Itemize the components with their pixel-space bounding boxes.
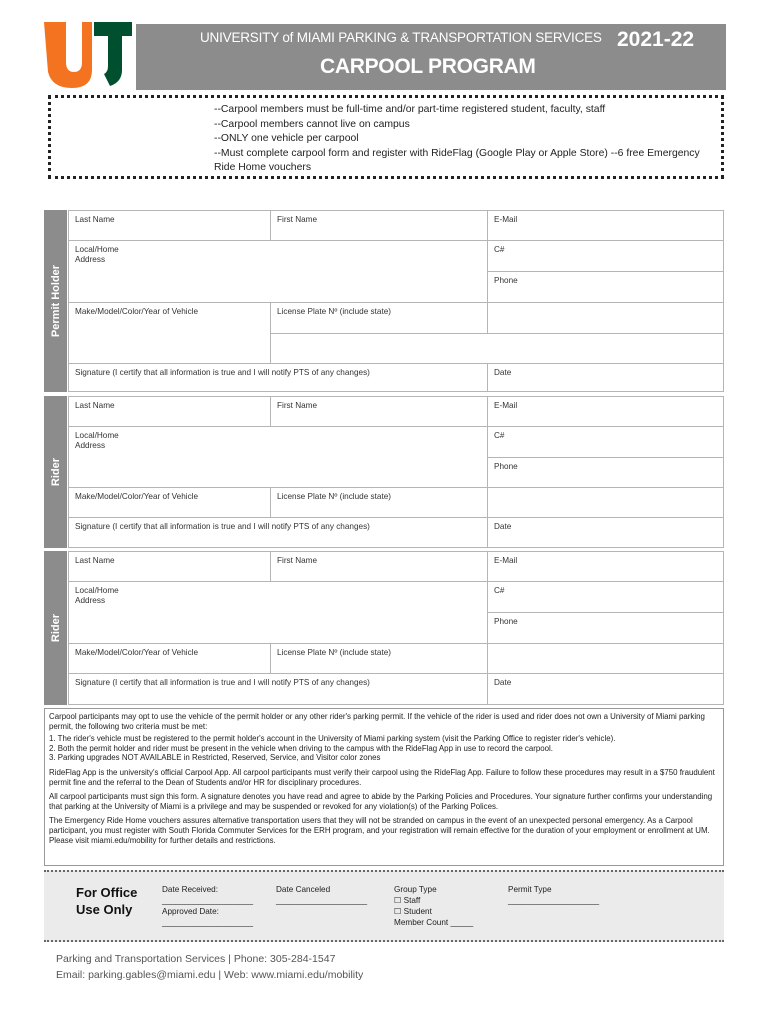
- last-name-field[interactable]: Last Name: [68, 551, 271, 582]
- date-field[interactable]: Date: [487, 517, 724, 548]
- extra-field[interactable]: [487, 302, 724, 334]
- section-label: Rider: [44, 396, 67, 548]
- date-received-field[interactable]: ____________________: [162, 896, 254, 905]
- staff-checkbox[interactable]: ☐ Staff: [394, 896, 421, 905]
- phone-field[interactable]: Phone: [487, 457, 724, 488]
- student-checkbox[interactable]: ☐ Student: [394, 907, 432, 916]
- last-name-field[interactable]: Last Name: [68, 210, 271, 241]
- first-name-field[interactable]: First Name: [270, 210, 488, 241]
- section-label: Permit Holder: [44, 210, 67, 392]
- license-plate-field[interactable]: License Plate Nº (include state): [270, 643, 488, 674]
- footer-email-web: Email: parking.gables@miami.edu | Web: www.miami.edu/mobility: [56, 969, 364, 981]
- date-received-label: Date Received: ____________________ Approved Date: ____________________: [162, 885, 254, 927]
- requirement-item: --ONLY one vehicle per carpool: [214, 133, 359, 145]
- permit-holder-section: [44, 210, 724, 392]
- contact-footer: [56, 951, 363, 983]
- permit-type-label: Permit Type ____________________: [508, 885, 600, 905]
- license-plate-field[interactable]: License Plate Nº (include state): [270, 487, 488, 518]
- footer-phone: Parking and Transportation Services | Phone: 305-284-1547: [56, 953, 336, 965]
- org-name: UNIVERSITY of MIAMI PARKING & TRANSPORTATION SERVICES: [200, 30, 602, 45]
- phone-field[interactable]: Phone: [487, 271, 724, 303]
- date-canceled-field[interactable]: ____________________: [276, 896, 368, 905]
- permit-type-field[interactable]: ____________________: [508, 896, 600, 905]
- signature-field[interactable]: Signature (I certify that all information is true and I will notify PTS of any changes): [68, 673, 488, 705]
- requirement-item: --Carpool members must be full-time and/or part-time registered student, faculty, staff: [214, 104, 606, 115]
- vehicle-field[interactable]: Make/Model/Color/Year of Vehicle: [68, 643, 271, 674]
- requirement-item: --Carpool members cannot live on campus: [214, 118, 410, 130]
- member-count-field[interactable]: Member Count _____: [394, 918, 474, 927]
- approved-date-field[interactable]: ____________________: [162, 918, 254, 927]
- plate-extra-field[interactable]: [270, 333, 724, 364]
- rideflag-paragraph: RideFlag App is the university's official Carpool App. All carpool participants must verify their carpool using the RideFlag App. Failure to follow these procedures may result in a $750 fraudulent permit fine and the referral to the Dean of Students and/or HR for disciplinary procedures.: [49, 767, 715, 787]
- checkbox-icon: ☐: [394, 896, 402, 905]
- address-field[interactable]: Local/Home Address: [68, 426, 488, 488]
- last-name-field[interactable]: Last Name: [68, 396, 271, 427]
- program-year: 2021-22: [617, 28, 695, 51]
- requirements-list: [214, 103, 704, 176]
- address-field[interactable]: Local/Home Address: [68, 240, 488, 303]
- phone-field[interactable]: Phone: [487, 612, 724, 644]
- rider-section-2: [44, 551, 724, 705]
- group-type-label: Group Type ☐ Staff ☐ Student Member Count _____: [394, 885, 474, 927]
- license-plate-field[interactable]: License Plate Nº (include state): [270, 302, 488, 334]
- signature-field[interactable]: Signature (I certify that all information is true and I will notify PTS of any changes): [68, 363, 488, 392]
- date-field[interactable]: Date: [487, 673, 724, 705]
- office-use-title: For Office Use Only: [76, 885, 138, 917]
- email-field[interactable]: E-Mail: [487, 551, 724, 582]
- date-field[interactable]: Date: [487, 363, 724, 392]
- email-field[interactable]: E-Mail: [487, 210, 724, 241]
- section-label: Rider: [44, 551, 67, 705]
- checkbox-icon: ☐: [394, 907, 402, 916]
- criteria-item: 2. Both the permit holder and rider must be present in the vehicle when driving to the campus with the RideFlag App in use to record the carpool.: [49, 743, 553, 753]
- signature-field[interactable]: Signature (I certify that all information is true and I will notify PTS of any changes): [68, 517, 488, 548]
- email-field[interactable]: E-Mail: [487, 396, 724, 427]
- criteria-item: 1. The rider's vehicle must be registered to the permit holder's account in the University of Miami parking system (visit the Parking Office to register rider's vehicle).: [49, 734, 616, 744]
- vehicle-field[interactable]: Make/Model/Color/Year of Vehicle: [68, 302, 271, 364]
- extra-field[interactable]: [487, 487, 724, 518]
- approved-date-label: Approved Date:: [162, 907, 219, 916]
- first-name-field[interactable]: First Name: [270, 396, 488, 427]
- date-canceled-label: Date Canceled ____________________: [276, 885, 368, 905]
- rider-section-1: [44, 396, 724, 548]
- c-number-field[interactable]: C#: [487, 581, 724, 613]
- page-title: CARPOOL PROGRAM: [320, 55, 536, 78]
- program-terms: [44, 708, 724, 866]
- c-number-field[interactable]: C#: [487, 426, 724, 458]
- address-field[interactable]: Local/Home Address: [68, 581, 488, 644]
- university-logo: [44, 22, 132, 88]
- extra-field[interactable]: [487, 643, 724, 674]
- office-use-panel: [44, 870, 724, 942]
- vehicle-field[interactable]: Make/Model/Color/Year of Vehicle: [68, 487, 271, 518]
- first-name-field[interactable]: First Name: [270, 551, 488, 582]
- signature-paragraph: All carpool participants must sign this form. A signature denotes you have read and agree to abide by the Parking Policies and Procedures. Your signature further confirms your understanding that parking at the University of Miami is a privilege and may be suspended or revoked for any violation(s) of the Parking Polices.: [49, 792, 713, 811]
- terms-intro: Carpool participants may opt to use the vehicle of the permit holder or any other rider's parking permit. If the vehicle of the rider is used and rider does not own a University of Miami parking permit, the following two criteria must be met:: [49, 712, 705, 731]
- criteria-list: [49, 734, 719, 763]
- criteria-item: 3. Parking upgrades NOT AVAILABLE in Restricted, Reserved, Service, and Visitor color zones: [49, 753, 381, 763]
- erh-paragraph: The Emergency Ride Home vouchers assures alternative transportation users that they will not be stranded on campus in the event of an unexpected personal emergency. As a Carpool participant, you must register with South Florida Commuter Services for the ERH program, and your registration will remain effective for the duration of your employment or enrollment at UM. Please visit miami.edu/mobility for further details and restrictions.: [49, 816, 710, 845]
- requirement-item: --Must complete carpool form and register with RideFlag (Google Play or Apple Store) --6 free Emergency Ride Home vouchers: [214, 147, 700, 174]
- c-number-field[interactable]: C#: [487, 240, 724, 272]
